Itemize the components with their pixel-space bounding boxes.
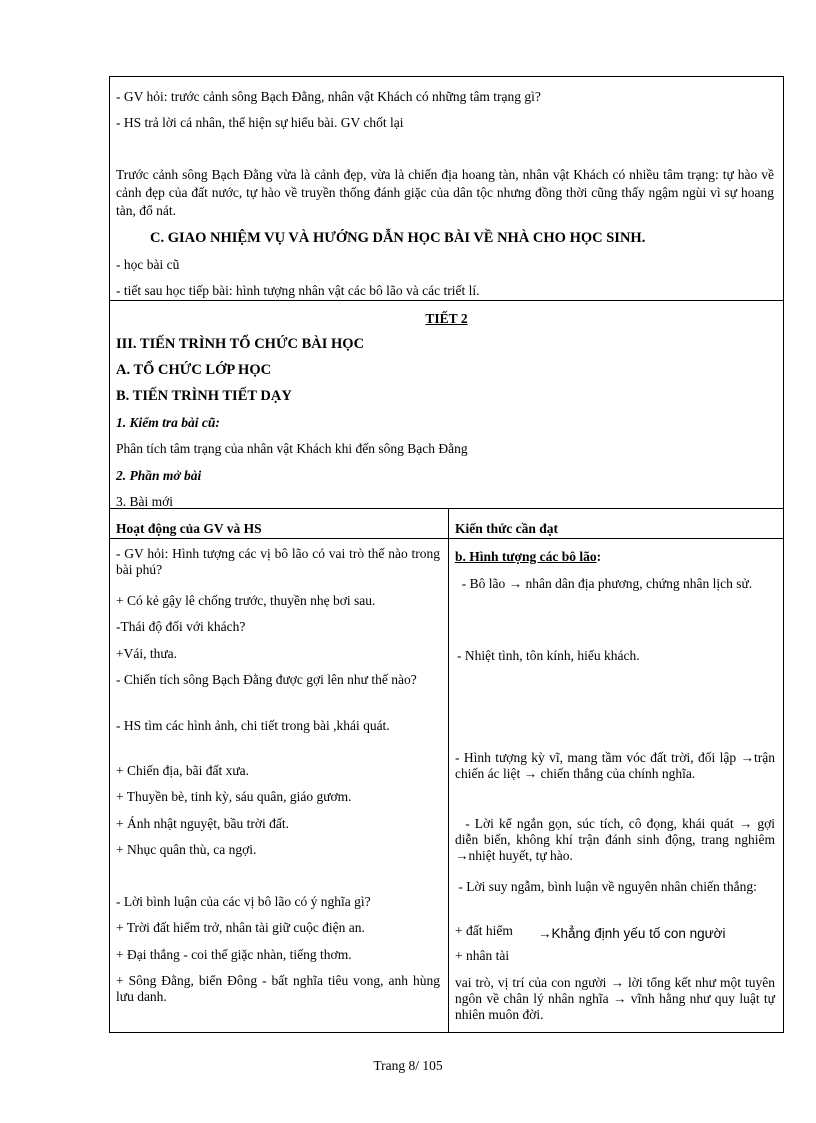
right-item-8-a: vai trò, vị trí của con người [455,975,607,990]
left-item-5: - Chiến tích sông Bạch Đằng được gợi lên như thế nào? [116,672,417,687]
review-question: Phân tích tâm trạng của nhân vật Khách khi đến sông Bạch Đằng [116,441,468,456]
heading-a: A. TỔ CHỨC LỚP HỌC [116,362,272,378]
right-arrow-icon: → [508,576,523,591]
left-item-9: + Ánh nhật nguyệt, bầu trời đất. [116,816,289,831]
content-frame [109,76,784,1033]
right-item-3-a: - Hình tượng kỳ vĩ, mang tầm vóc đất trời, đối lập [455,750,737,765]
right-item-8-b: lời tổng kết như một tuyên ngôn về chân lý nhân nghĩa [455,975,776,1006]
heading-iii: III. TIẾN TRÌNH TỔ CHỨC BÀI HỌC [116,336,365,352]
right-arrow-icon: → [612,991,627,1006]
left-item-14: + Sông Đằng, biển Đông - bất nghĩa tiêu vong, anh hùng lưu danh. [116,973,440,1004]
lesson-title: TIẾT 2 [425,311,468,326]
subheading-1: 1. Kiểm tra bài cũ: [116,415,220,430]
gv-question: - GV hỏi: trước cảnh sông Bạch Đằng, nhân vật Khách có những tâm trạng gì? [116,89,541,104]
left-item-13: + Đại thắng - coi thế giặc nhàn, tiếng thơm. [116,947,352,962]
homework-task-1: - học bài cũ [116,257,180,272]
right-item-4-b: gợi diễn biến, không khí trận đánh sinh động, trang nghiêm [455,816,776,847]
right-item-3-c: chiến thắng của chính nghĩa. [540,766,696,781]
column-header-knowledge: Kiến thức cần đạt [455,521,558,536]
right-item-4-a: - Lời kể ngắn gọn, súc tích, cô đọng, khái quát [465,816,734,831]
subheading-3: 3. Bài mới [116,494,174,509]
left-item-11: - Lời bình luận của các vị bô lão có ý nghĩa gì? [116,894,371,909]
right-arrow-icon: → [523,766,538,781]
right-item-6-a: + đất hiểm [455,923,513,938]
left-item-10: + Nhục quân thù, ca ngợi. [116,842,257,857]
right-item-8-c: vĩnh hằng như quy luật tự nhiên muôn đời. [455,991,775,1022]
right-arrow-icon: → [610,975,624,990]
right-item-2: - Nhiệt tình, tôn kính, hiếu khách. [457,648,640,663]
left-item-7: + Chiến địa, bãi đất xưa. [116,763,250,778]
right-arrow-icon: → [455,848,469,863]
right-title [455,549,601,565]
right-item-3 [455,750,775,782]
right-item-6-b-text: Khẳng định yếu tố con người [551,926,726,941]
right-item-8 [455,975,775,1023]
heading-b: B. TIẾN TRÌNH TIẾT DẠY [116,388,292,404]
right-item-4 [455,816,775,864]
right-item-5 [455,879,775,895]
left-item-8: + Thuyền bè, tinh kỳ, sáu quân, giáo gươm. [116,789,352,804]
right-item-7: + nhân tài [455,948,510,963]
column-header-activities: Hoạt động của GV và HS [116,521,262,536]
right-item-3-b: trận chiến ác liệt [455,750,775,781]
table-column-divider [448,508,449,1032]
right-arrow-icon: → [538,926,552,941]
heading-c: C. GIAO NHIỆM VỤ VÀ HƯỚNG DẪN HỌC BÀI VỀ NHÀ CHO HỌC SINH. [150,230,646,246]
left-item-12: + Trời đất hiểm trở, nhân tài giữ cuộc điện an. [116,920,365,935]
left-item-2: + Có kẻ gậy lê chống trước, thuyền nhẹ bơi sau. [116,593,376,608]
hs-answer: - HS trả lời cá nhân, thể hiện sự hiểu bài. GV chốt lại [116,115,404,130]
right-title-colon: : [596,549,602,564]
section-divider [110,300,783,301]
right-title-text: b. Hình tượng các bô lão [455,549,597,564]
right-arrow-icon: → [740,750,754,765]
right-item-4-c: nhiệt huyết, tự hào. [468,848,573,863]
right-item-1-b: nhân dân địa phương, chứng nhân lịch sử. [525,576,753,591]
homework-task-2: - tiết sau học tiếp bài: hình tượng nhân vật các bô lão và các triết lí. [116,283,480,298]
left-item-3: -Thái độ đối với khách? [116,619,246,634]
right-item-1 [455,576,775,592]
left-item-1: - GV hỏi: Hình tượng các vị bô lão có vai trò thế nào trong bài phú? [116,546,440,577]
subheading-2: 2. Phần mở bài [116,468,202,483]
page-number: Trang 8/ 105 [373,1058,443,1073]
right-arrow-icon: → [738,816,753,831]
right-item-6-b [538,926,726,942]
table-top-border [110,508,783,509]
table-header-border [110,538,783,539]
right-item-1-a: - Bô lão [461,576,506,591]
left-item-4: +Vái, thưa. [116,646,178,661]
conclusion-paragraph: Trước cảnh sông Bạch Đằng vừa là cảnh đẹp, vừa là chiến địa hoang tàn, nhân vật Khách có nhiều tâm trạng: tự hào về cảnh đẹp của đất nước, tự hào về truyền thống đánh giặc của dân tộc nhưng đồng thời cũng thấy ngậm ngùi vì sự hoang tàn, đổ nát. [116,167,774,218]
right-item-5-text: - Lời suy ngẫm, bình luận về nguyên nhân chiến thắng: [458,879,757,894]
left-item-6: - HS tìm các hình ảnh, chi tiết trong bài ,khái quát. [116,718,390,733]
